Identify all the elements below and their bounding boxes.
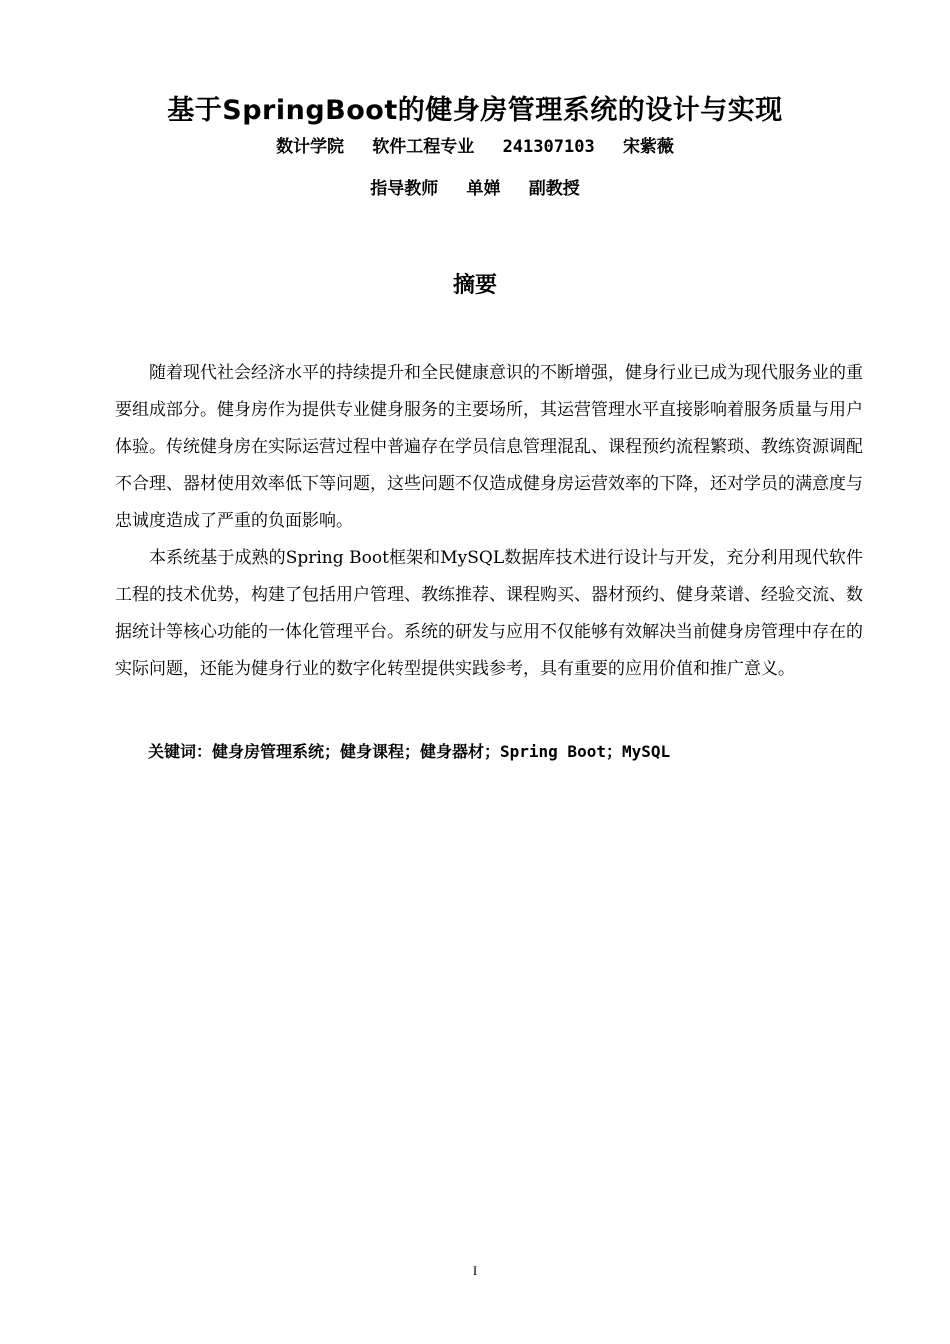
page-number: I bbox=[472, 1263, 478, 1278]
advisor-name: 单婵 bbox=[466, 179, 501, 199]
author-line bbox=[0, 135, 950, 159]
author-college: 数计学院 bbox=[276, 137, 345, 157]
author-name: 宋紫薇 bbox=[622, 137, 674, 157]
advisor-label: 指导教师 bbox=[370, 179, 439, 199]
abstract-paragraph: 随着现代社会经济水平的持续提升和全民健康意识的不断增强，健身行业已成为现代服务业的重要组成部分。健身房作为提供专业健身服务的主要场所，其运营管理水平直接影响着服务质量与用户体验。传统健身房在实际运营过程中普遍存在学员信息管理混乱、课程预约流程繁琐、教练资源调配不合理、器材使用效率低下等问题，这些问题不仅造成健身房运营效率的下降，还对学员的满意度与忠诚度造成了严重的负面影响。 bbox=[115, 363, 863, 531]
advisor-line bbox=[0, 177, 950, 201]
author-major: 软件工程专业 bbox=[372, 137, 475, 157]
author-student-id: 241307103 bbox=[502, 137, 595, 157]
advisor-rank: 副教授 bbox=[528, 179, 580, 199]
abstract-body bbox=[115, 355, 863, 688]
paper-title: 基于SpringBoot的健身房管理系统的设计与实现 bbox=[167, 95, 783, 126]
abstract-paragraph: 本系统基于成熟的Spring Boot框架和MySQL数据库技术进行设计与开发，充分利用现代软件工程的技术优势，构建了包括用户管理、教练推荐、课程购买、器材预约、健身菜谱、经验交流、数据统计等核心功能的一体化管理平台。系统的研发与应用不仅能够有效解决当前健身房管理中存在的实际问题，还能为健身行业的数字化转型提供实践参考，具有重要的应用价值和推广意义。 bbox=[115, 548, 863, 679]
keywords-line: 关键词：健身房管理系统；健身课程；健身器材；Spring Boot；MySQL bbox=[148, 742, 671, 761]
abstract-heading: 摘要 bbox=[452, 273, 497, 298]
